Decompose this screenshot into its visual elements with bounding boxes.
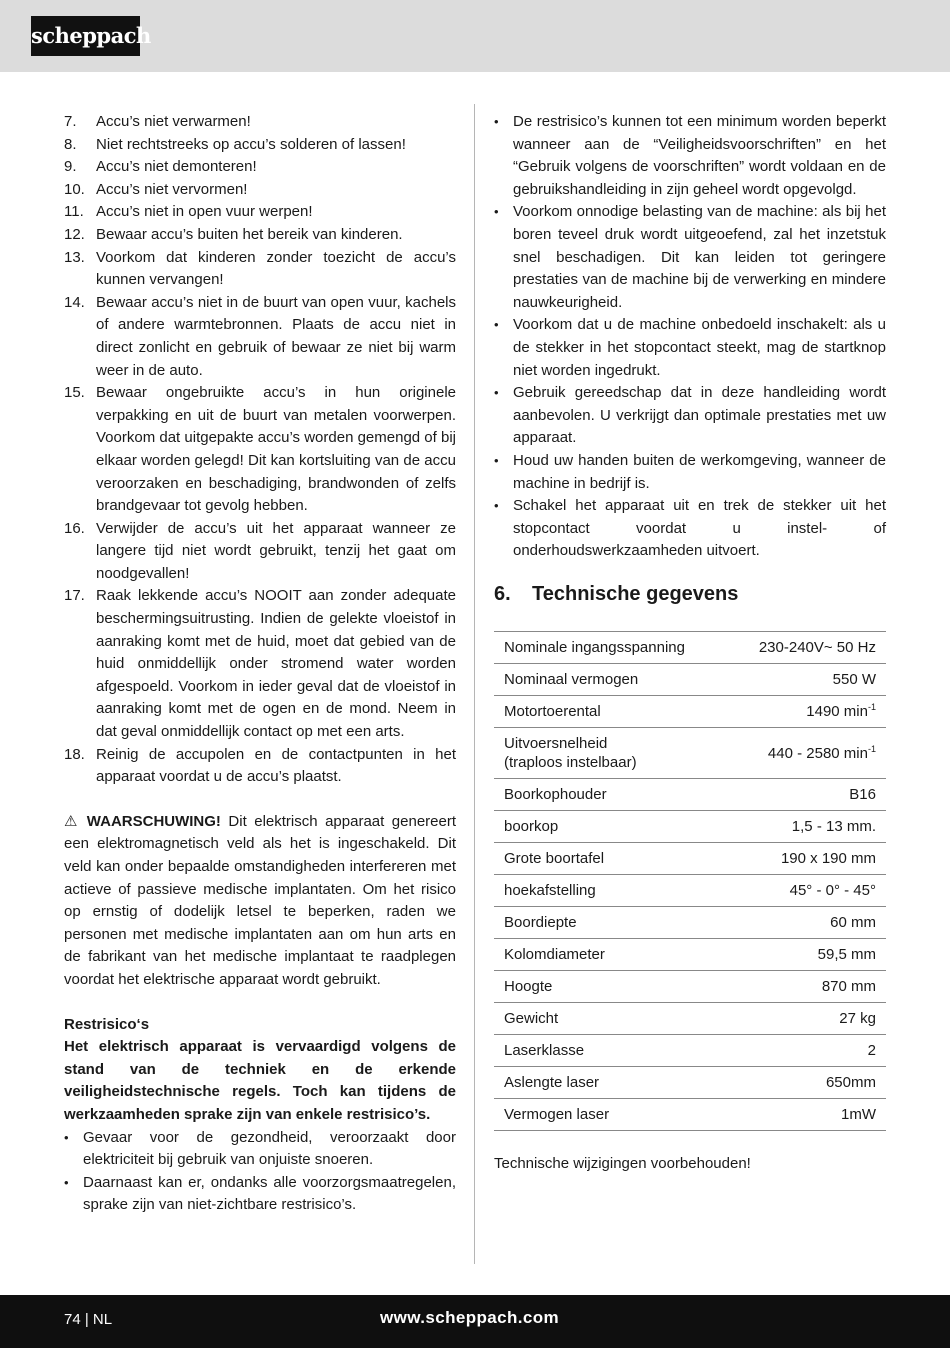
list-item [64,179,456,202]
table-row [494,664,886,696]
spec-value-cell [727,1003,886,1035]
list-item-text: Raak lekkende accu’s NOOIT aan zonder adequate beschermingsuitrusting. Indien de gelekte vloeistof in aanraking komt met de huid, moet dat gebied van de huid onmiddellijk onder stromend water worden afgespoeld. Voorkom in ieder geval dat de vloeistof in aanraking komt met de ogen en de mond. Neem in dat geval onmiddellijk contact op met een arts. [96,587,456,741]
bullet-item [64,1127,456,1172]
page-header [0,0,950,72]
list-item-text: Accu’s niet vervormen! [96,180,248,198]
list-item [64,134,456,157]
warning-text: Dit elektrisch apparaat genereert een elektromagnetisch veld als het is ingeschakeld. Dit veld kan onder bepaalde omstandigheden interfereren met actieve of passieve medische implantaten. Om het risico op ernstig of dodelijk letsel te beperken, raden we personen met medische implantaten aan om hun arts en de fabrikant van het medische implantaat te raadplegen voordat het elektrische apparaat wordt gebruikt. [64,812,456,988]
spec-value-cell [727,907,886,939]
spec-label-cell [494,875,727,907]
right-column [494,111,886,1176]
warning-label: WAARSCHUWING! [86,812,221,830]
safety-bullet-list [494,111,886,563]
table-row [494,843,886,875]
table-row [494,939,886,971]
spec-value: 1mW [841,1106,876,1124]
spec-label-cell [494,1099,727,1131]
spec-value-exponent: -1 [867,702,876,713]
technical-changes-note: Technische wijzigingen voorbehouden! [494,1155,751,1173]
spec-label: Vermogen laser [504,1106,610,1124]
residual-risks-heading: Restrisico‘s [64,1015,150,1033]
warning-triangle-icon: ⚠ [64,812,81,830]
list-item [64,518,456,586]
table-row [494,1099,886,1131]
spec-label: Motortoerental [504,703,601,721]
section-title: Technische gegevens [532,582,739,605]
spec-value: 1490 min [806,703,868,721]
list-item-text: Bewaar accu’s buiten het bereik van kinderen. [96,225,403,243]
list-item [64,585,456,743]
bullet-item [494,201,886,314]
list-item-number: 10. [64,180,85,198]
spec-value: 440 - 2580 min [767,744,868,762]
spec-value: 45° - 0° - 45° [789,882,876,900]
spec-label-cell [494,632,727,664]
list-item [64,111,456,134]
table-row [494,971,886,1003]
bullet-icon: • [494,204,499,220]
spec-label-cell [494,843,727,875]
bullet-text: Voorkom onnodige belasting van de machine: als bij het boren teveel druk wordt uitgeoefend, zal het inzetstuk snel beschadigen. Dit kan leiden tot geringere prestaties van de machine bij de verwerking en mindere nauwkeurigheid. [513,203,886,311]
spec-value: 27 kg [839,1010,876,1028]
spec-label-cell [494,664,727,696]
list-item-number: 14. [64,293,85,311]
bullet-item [494,314,886,382]
table-row [494,907,886,939]
spec-label: Uitvoersnelheid [504,735,608,753]
website-url[interactable]: www.scheppach.com [380,1308,560,1327]
table-row [494,779,886,811]
spec-value: 2 [867,1042,876,1060]
spec-label: boorkop [504,818,559,836]
spec-label: Gewicht [504,1010,559,1028]
section-number: 6. [494,582,511,605]
battery-safety-list [64,111,456,789]
bullet-text: Schakel het apparaat uit en trek de stekker uit het stopcontact voordat u instel- of onderhoudswerkzaamheden uitvoert. [513,497,886,560]
spec-value-cell [727,1099,886,1131]
list-item [64,247,456,292]
bullet-text: Daarnaast kan er, ondanks alle voorzorgsmaatregelen, sprake zijn van niet-zichtbare restrisico’s. [83,1173,456,1214]
spec-label: Nominale ingangsspanning [504,639,685,657]
spec-label-cell [494,1067,727,1099]
spec-label: Boordiepte [504,914,577,932]
scheppach-logo: scheppach [31,16,140,56]
spec-value: B16 [849,786,876,804]
bullet-icon: • [494,452,499,468]
list-item-text: Niet rechtstreeks op accu’s solderen of lassen! [96,135,406,153]
table-row [494,632,886,664]
list-item-text: Accu’s niet in open vuur werpen! [96,203,313,221]
bullet-text: Gebruik gereedschap dat in deze handleiding wordt aanbevolen. U verkrijgt dan optimale prestaties met uw apparaat. [513,384,886,447]
spec-label: Hoogte [504,978,553,996]
spec-label-cell [494,907,727,939]
bullet-item [494,382,886,450]
spec-label-cell [494,696,727,728]
bullet-icon: • [494,385,499,401]
spec-value-cell [727,728,886,779]
list-item-number: 7. [64,113,77,130]
spec-label-cell [494,811,727,843]
spec-value-cell [727,971,886,1003]
spec-value-cell [727,843,886,875]
spec-value: 650mm [825,1074,876,1092]
spec-label: hoekafstelling [504,882,596,900]
warning-paragraph [64,811,456,992]
table-row [494,1003,886,1035]
list-item [64,224,456,247]
bullet-icon: • [494,114,499,129]
list-item [64,156,456,179]
list-item-text: Accu’s niet demonteren! [96,158,257,176]
page-number: 74 | NL [64,1311,113,1328]
spec-value-cell [727,664,886,696]
list-item-number: 17. [64,587,85,605]
table-row [494,875,886,907]
left-column [64,111,456,1217]
spec-value-cell [727,779,886,811]
spec-value: 230-240V~ 50 Hz [758,639,876,657]
spec-label-cell [494,939,727,971]
list-item-number: 11. [64,203,84,221]
section-heading [494,583,886,606]
spec-value: 550 W [832,671,876,689]
list-item-number: 13. [64,248,85,266]
spec-label-cell [494,728,727,779]
bullet-item [494,495,886,563]
spec-value-cell [727,1035,886,1067]
list-item [64,382,456,518]
residual-risks-list [64,1127,456,1217]
bullet-item [494,111,886,201]
bullet-text: Gevaar voor de gezondheid, veroorzaakt door elektriciteit bij gebruik van onjuiste snoeren. [83,1128,456,1169]
table-row [494,1067,886,1099]
spec-value-cell [727,939,886,971]
residual-risks-intro: Het elektrisch apparaat is vervaardigd volgens de stand van de techniek en de erkende veiligheidstechnische regels. Toch kan tijdens de werkzaamheden sprake zijn van enkele restrisico’s. [64,1038,456,1123]
list-item [64,744,456,789]
list-item [64,292,456,382]
bullet-item [494,450,886,495]
spec-value-cell [727,811,886,843]
page-footer [0,1295,950,1348]
list-item-number: 18. [64,745,85,763]
spec-value-cell [727,875,886,907]
spec-label-cell [494,1035,727,1067]
table-row [494,1035,886,1067]
spec-value-cell [727,632,886,664]
spec-value: 60 mm [830,914,876,932]
list-item-number: 9. [64,158,77,176]
spec-value: 870 mm [821,978,876,996]
table-row [494,696,886,728]
spec-label: Kolomdiameter [504,946,605,964]
list-item-number: 15. [64,384,85,402]
list-item-number: 12. [64,225,85,243]
list-item-text: Bewaar ongebruikte accu’s in hun originele verpakking en uit de buurt van metalen voorwerpen. Voorkom dat uitgepakte accu’s worden gemengd of bij elkaar worden gelegd! Dit kan kortsluiting van de accu veroorzaken en beschadiging, brandwonden of zelfs brandgevaar tot gevolg hebben. [96,384,456,515]
list-item [64,201,456,224]
bullet-text: Houd uw handen buiten de werkomgeving, wanneer de machine in bedrijf is. [513,451,886,492]
spec-label-cell [494,779,727,811]
spec-value-exponent: -1 [867,743,876,754]
spec-label: Aslengte laser [504,1074,600,1092]
spec-value: 190 x 190 mm [780,850,876,868]
bullet-icon: • [64,1174,69,1190]
bullet-icon: • [494,498,499,514]
list-item-text: Bewaar accu’s niet in de buurt van open vuur, kachels of andere warmtebronnen. Plaats de accu niet in direct zonlicht en gebruik of bewaar ze niet bij warm weer in de auto. [96,293,456,379]
list-item-number: 8. [64,135,77,153]
bullet-text: Voorkom dat u de machine onbedoeld inschakelt: als u de stekker in het stopcontact steekt, mag de startknop niet worden ingedrukt. [513,316,886,379]
technical-data-table [494,631,886,1131]
spec-value-cell [727,1067,886,1099]
bullet-icon: • [64,1129,69,1145]
list-item-text: Accu’s niet verwarmen! [96,113,251,130]
list-item-text: Verwijder de accu’s uit het apparaat wanneer ze langere tijd niet wordt gebruikt, tenzij het gaat om noodgevallen! [96,519,456,582]
table-row [494,811,886,843]
bullet-icon: • [494,317,499,333]
spec-label-cell [494,971,727,1003]
bullet-item [64,1172,456,1217]
list-item-text: Reinig de accupolen en de contactpunten in het apparaat voordat u de accu’s plaatst. [96,745,456,786]
spec-label: Boorkophouder [504,786,607,804]
spec-value: 59,5 mm [817,946,876,964]
spec-value: 1,5 - 13 mm. [791,818,876,836]
list-item-text: Voorkom dat kinderen zonder toezicht de accu’s kunnen vervangen! [96,248,456,289]
spec-label-sub: (traploos instelbaar) [504,754,637,772]
spec-label: Laserklasse [504,1042,585,1060]
spec-label: Grote boortafel [504,850,605,868]
table-row [494,728,886,779]
bullet-text: De restrisico’s kunnen tot een minimum worden beperkt wanneer aan de “Veiligheidsvoorschriften” en het “Gebruik volgens de voorschriften” wordt voldaan en de gebruikshandleiding in zijn geheel wordt opgevolgd. [513,113,886,198]
column-divider [474,104,475,1264]
spec-label-cell [494,1003,727,1035]
list-item-number: 16. [64,519,85,537]
spec-label: Nominaal vermogen [504,671,639,689]
spec-value-cell [727,696,886,728]
